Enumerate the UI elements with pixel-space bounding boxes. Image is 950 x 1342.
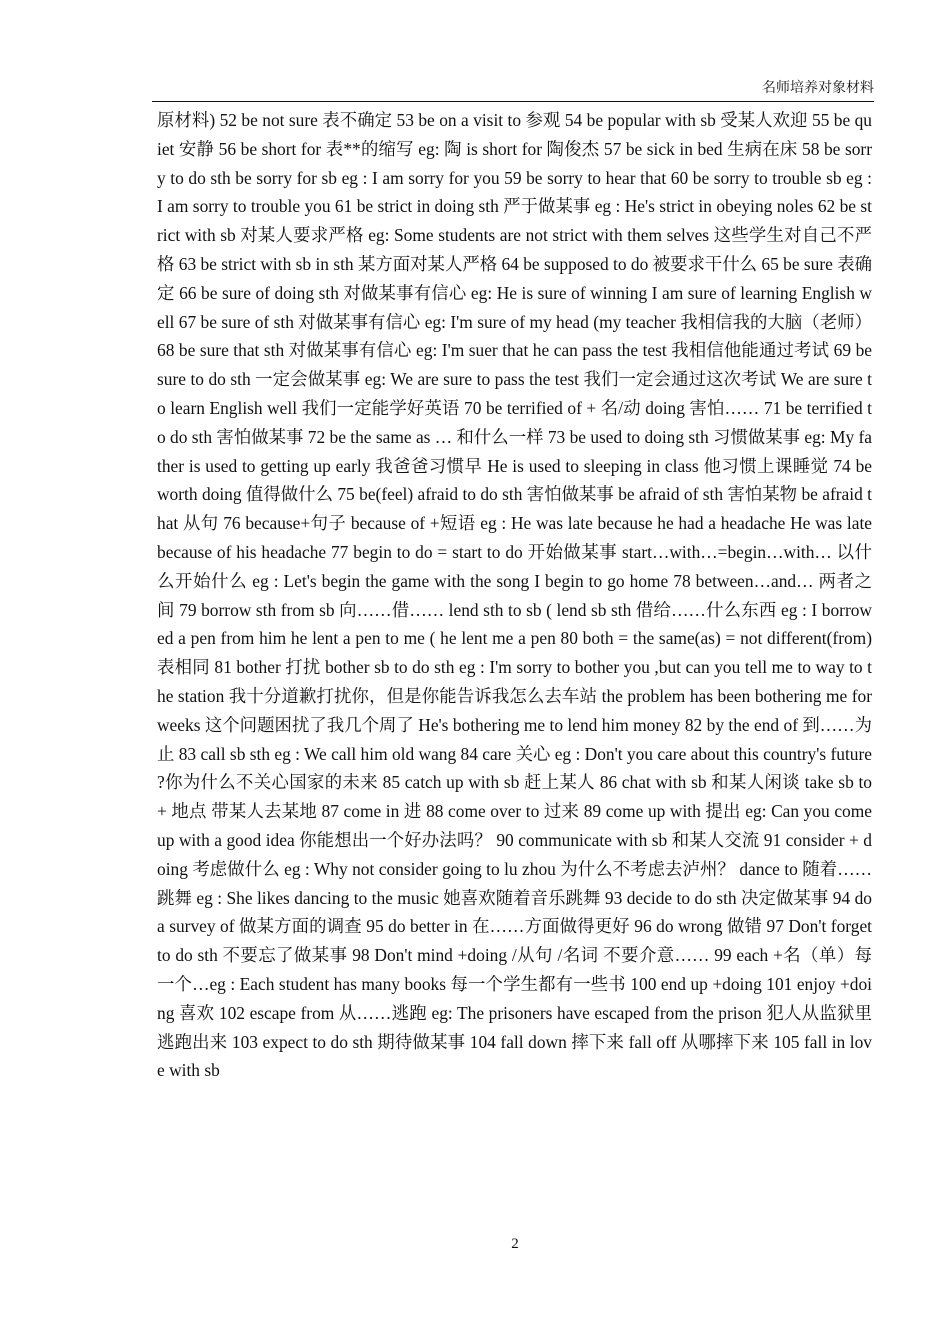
page-number: 2 (511, 1236, 519, 1252)
header-divider (152, 101, 874, 102)
document-header: 名师培养对象材料 (762, 81, 874, 96)
document-body-text: 原材料) 52 be not sure 表不确定 53 be on a visit to 参观 54 be popular with sb 受某人欢迎 55 be quiet 安静 56 be short for 表**的缩写 eg: 陶 is short for 陶俊杰 57 be sick in bed 生病在床 58 be sorry to do sth be sorry for sb eg : I am sorry for you 59 be sorry to hear that 60 be sorry to trouble sb eg : I am sorry to trouble you 61 be strict in doing sth 严于做某事 eg : He's strict in obeying noles 62 be strict with sb 对某人要求严格 eg: Some students are not strict with them selves 这些学生对自己不严格 63 be strict with sb in sth 某方面对某人严格 64 be supposed to do 被要求干什么 65 be sure 表确定 66 be sure of doing sth 对做某事有信心 eg: He is sure of winning I am sure of learning English well 67 be sure of sth 对做某事有信心 eg: I'm sure of my head (my teacher 我相信我的大脑（老师） 68 be sure that sth 对做某事有信心 eg: I'm suer that he can pass the test 我相信他能通过考试 69 be sure to do sth 一定会做某事 eg: We are sure to pass the test 我们一定会通过这次考试 We are sure to learn English well 我们一定能学好英语 70 be terrified of + 名/动 doing 害怕…… 71 be terrified to do sth 害怕做某事 72 be the same as … 和什么一样 73 be used to doing sth 习惯做某事 eg: My father is used to getting up early 我爸爸习惯早 He is used to sleeping in class 他习惯上课睡觉 74 be worth doing 值得做什么 75 be(feel) afraid to do sth 害怕做某事 be afraid of sth 害怕某物 be afraid that 从句 76 because+句子 because of +短语 eg : He was late because he had a headache He was late because of his headache 77 begin to do = start to do 开始做某事 start…with…=begin…with… 以什么开始什么 eg : Let's begin the game with the song I begin to go home 78 between…and… 两者之间 79 borrow sth from sb 向……借…… lend sth to sb ( lend sb sth 借给……什么东西 eg : I borrowed a pen from him he lent a pen to me ( he lent me a pen 80 both = the same(as) = not different(from) 表相同 81 bother 打扰 bother sb to do sth eg : I'm sorry to bother you ,but can you tell me to way to the station 我十分道歉打扰你，但是你能告诉我怎么去车站 the problem has been bothering me for weeks 这个问题困扰了我几个周了 He's bothering me to lend him money 82 by the end of 到……为止 83 call sb sth eg : We call him old wang 84 care 关心 eg : Don't you care about this country's future ?你为什么不关心国家的未来 85 catch up with sb 赶上某人 86 chat with sb 和某人闲谈 take sb to + 地点 带某人去某地 87 come in 进 88 come over to 过来 89 come up with 提出 eg: Can you come up with a good idea 你能想出一个好办法吗？ 90 communicate with sb 和某人交流 91 consider + doing 考虑做什么 eg : Why not consider going to lu zhou 为什么不考虑去泸州？ dance to 随着……跳舞 eg : She likes dancing to the music 她喜欢随着音乐跳舞 93 decide to do sth 决定做某事 94 do a survey of 做某方面的调查 95 do better in 在……方面做得更好 96 do wrong 做错 97 Don't forget to do sth 不要忘了做某事 98 Don't mind +doing /从句 /名词 不要介意…… 99 each +名（单）每一个…eg : Each student has many books 每一个学生都有一些书 100 end up +doing 101 enjoy +doing 喜欢 102 escape from 从……逃跑 eg: The prisoners have escaped from the prison 犯人从监狱里逃跑出来 103 expect to do sth 期待做某事 104 fall down 摔下来 fall off 从哪摔下来 105 fall in love with sb (157, 110, 872, 1081)
